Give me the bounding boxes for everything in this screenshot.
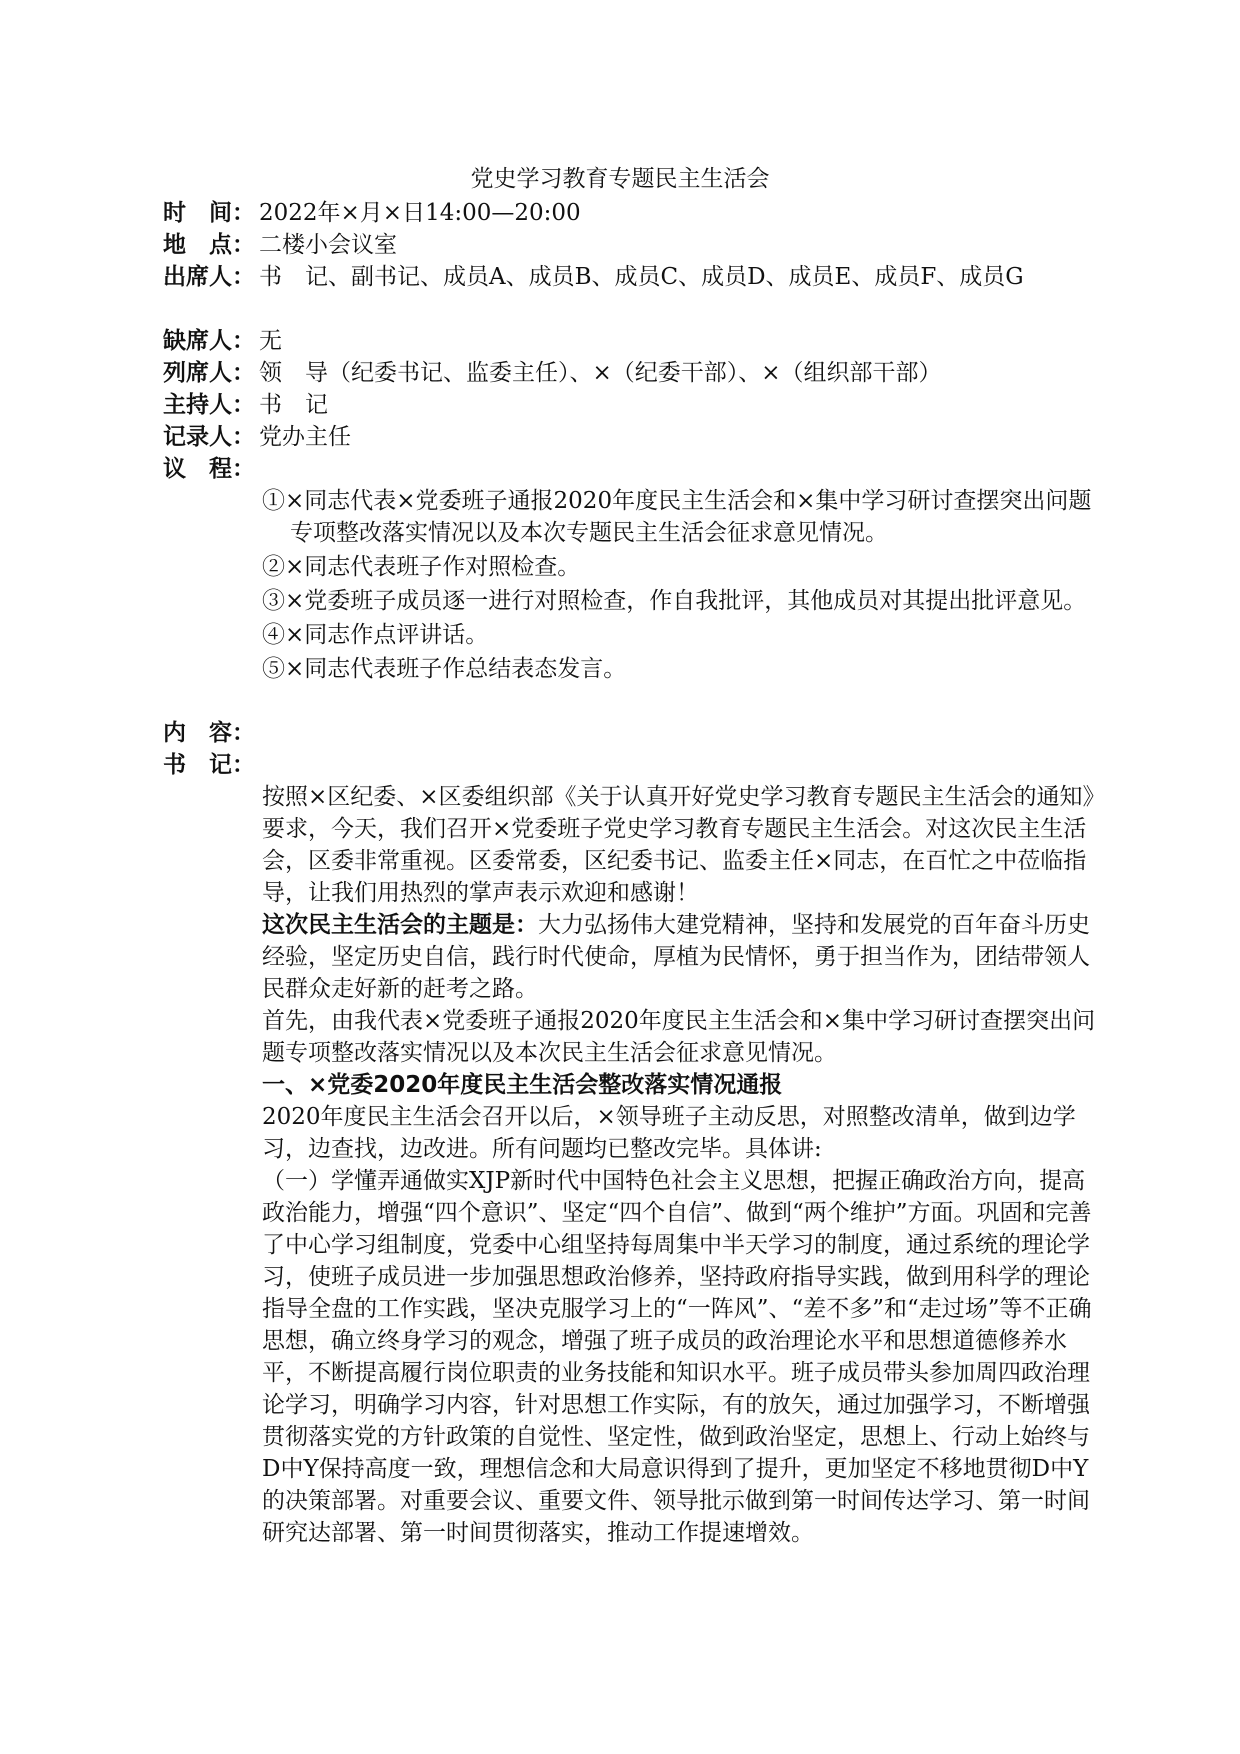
observers-value: 领 导（纪委书记、监委主任）、×（纪委干部）、×（组织部干部） bbox=[259, 360, 942, 386]
host-value: 书 记 bbox=[259, 392, 328, 418]
agenda-item: ②×同志代表班子作对照检查。 bbox=[262, 554, 581, 580]
theme-label: 这次民主生活会的主题是： bbox=[262, 912, 538, 938]
agenda-list bbox=[262, 485, 1102, 687]
speech-body bbox=[262, 781, 1102, 1549]
attendees-value: 书 记、副书记、成员A、成员B、成员C、成员D、成员E、成员F、成员G bbox=[259, 264, 1024, 290]
agenda-item: ③×党委班子成员逐一进行对照检查，作自我批评，其他成员对其提出批评意见。 bbox=[262, 588, 1087, 614]
content-label: 内 容： bbox=[163, 720, 255, 746]
meta-place-row bbox=[163, 229, 1103, 261]
agenda-item: ④×同志作点评讲话。 bbox=[262, 622, 489, 648]
speech-theme-paragraph bbox=[262, 909, 1102, 1005]
theme-text: 大力弘扬伟大建党精神，坚持和发展党的百年奋斗历史经验，坚定历史自信，践行时代使命，厚植为民情怀，勇于担当作为，团结带领人民群众走好新的赶考之路。 bbox=[262, 912, 1090, 1002]
agenda-item: ⑤×同志代表班子作总结表态发言。 bbox=[262, 656, 627, 682]
time-value: 2022年×月×日14:00—20:00 bbox=[259, 200, 581, 226]
host-label: 主持人： bbox=[163, 392, 255, 418]
secretary-label: 书 记： bbox=[163, 752, 255, 778]
section-heading-1: 一、×党委2020年度民主生活会整改落实情况通报 bbox=[262, 1072, 783, 1098]
meta-content-row bbox=[163, 717, 1103, 749]
meta-recorder-row bbox=[163, 421, 1103, 453]
observers-label: 列席人： bbox=[163, 360, 255, 386]
attendees-label: 出席人： bbox=[163, 264, 255, 290]
meta-attendees-row bbox=[163, 261, 1103, 293]
place-label: 地 点： bbox=[163, 232, 255, 258]
time-label: 时 间： bbox=[163, 200, 255, 226]
meta-secretary-row bbox=[163, 749, 1103, 781]
recorder-label: 记录人： bbox=[163, 424, 255, 450]
meta-agenda-row bbox=[163, 453, 1103, 485]
recorder-value: 党办主任 bbox=[259, 424, 351, 450]
absent-value: 无 bbox=[259, 328, 282, 354]
speech-paragraph-4: （一）学懂弄通做实XJP新时代中国特色社会主义思想，把握正确政治方向，提高政治能力，增强“四个意识”、坚定“四个自信”、做到“两个维护”方面。巩固和完善了中心学习组制度，党委中心组坚持每周集中半天学习的制度，通过系统的理论学习，使班子成员进一步加强思想政治修养，坚持政府指导实践，做到用科学的理论指导全盘的工作实践，坚决克服学习上的“一阵风”、“差不多”和“走过场”等不正确思想，确立终身学习的观念，增强了班子成员的政治理论水平和思想道德修养水平，不断提高履行岗位职责的业务技能和知识水平。班子成员带头参加周四政治理论学习，明确学习内容，针对思想工作实际，有的放矢，通过加强学习，不断增强贯彻落实党的方针政策的自觉性、坚定性，做到政治坚定，思想上、行动上始终与D中Y保持高度一致，理想信念和大局意识得到了提升，更加坚定不移地贯彻D中Y的决策部署。对重要会议、重要文件、领导批示做到第一时间传达学习、第一时间研究达部署、第一时间贯彻落实，推动工作提速增效。 bbox=[262, 1168, 1092, 1546]
speech-paragraph-3: 2020年度民主生活会召开以后，×领导班子主动反思，对照整改清单，做到边学习，边查找，边改进。所有问题均已整改完毕。具体讲: bbox=[262, 1104, 1076, 1162]
meta-time-row bbox=[163, 197, 1103, 229]
meta-observers-row bbox=[163, 357, 1103, 389]
place-value: 二楼小会议室 bbox=[259, 232, 397, 258]
document-title: 党史学习教育专题民主生活会 bbox=[470, 166, 770, 192]
meta-host-row bbox=[163, 389, 1103, 421]
speech-paragraph-1: 按照×区纪委、×区委组织部《关于认真开好党史学习教育专题民主生活会的通知》要求，今天，我们召开×党委班子党史学习教育专题民主生活会。对这次民主生活会，区委非常重视。区委常委，区纪委书记、监委主任×同志，在百忙之中莅临指导，让我们用热烈的掌声表示欢迎和感谢！ bbox=[262, 784, 1095, 906]
meta-absent-row bbox=[163, 325, 1103, 357]
absent-label: 缺席人： bbox=[163, 328, 255, 354]
agenda-item: ①×同志代表×党委班子通报2020年度民主生活会和×集中学习研讨查摆突出问题专项整改落实情况以及本次专题民主生活会征求意见情况。 bbox=[262, 488, 1092, 546]
agenda-label: 议 程： bbox=[163, 456, 255, 482]
speech-paragraph-2: 首先，由我代表×党委班子通报2020年度民主生活会和×集中学习研讨查摆突出问题专项整改落实情况以及本次民主生活会征求意见情况。 bbox=[262, 1008, 1096, 1066]
